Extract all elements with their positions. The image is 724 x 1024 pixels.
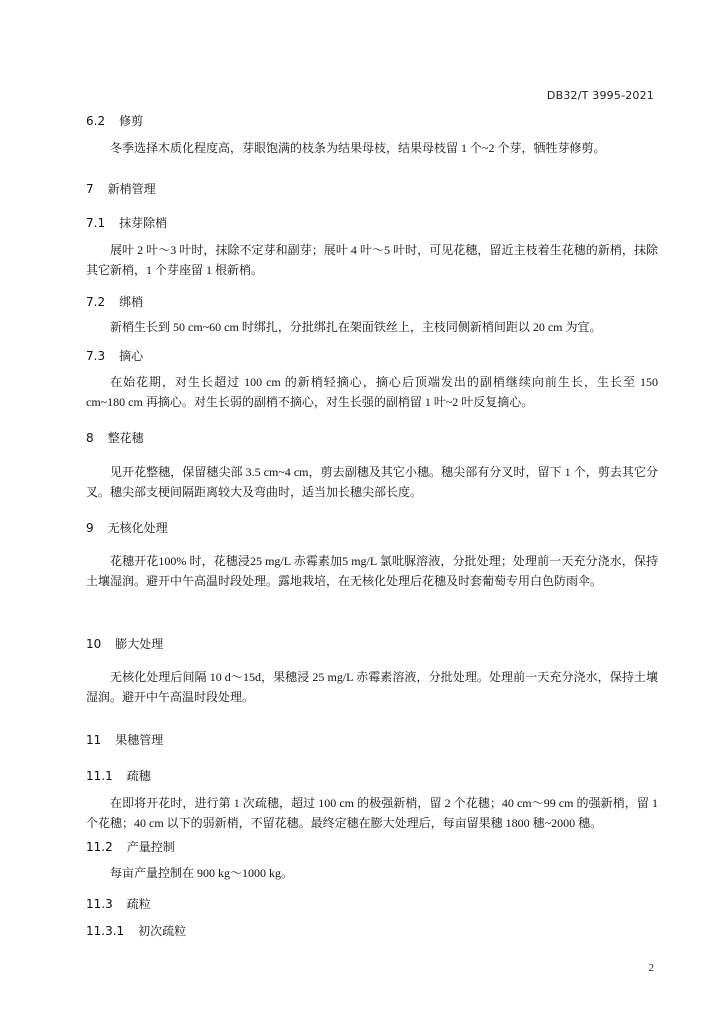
section-number: 11.3.1 [86,924,125,938]
section-number: 11.2 [86,840,113,854]
section-title: 产量控制 [126,840,175,854]
paragraph-7-2: 新梢生长到 50 cm~60 cm 时绑扎，分批绑扎在架面铁丝上，主枝同侧新梢间距以 20 cm 为宜。 [110,320,602,334]
section-heading-8 [86,429,144,446]
section-title: 疏粒 [126,897,151,911]
section-number: 10 [86,637,102,651]
section-number: 9 [86,521,94,535]
section-heading-7-3 [86,347,143,364]
paragraph-7-3: 在始花期，对生长超过 100 cm 的新梢轻摘心，摘心后顶端发出的副梢继续向前生长，生长至 150 cm~180 cm 再摘心。对生长弱的副梢不摘心，对生长强的副梢留 1 叶~2 叶反复摘心。 [86,375,658,409]
section-number: 8 [86,431,94,445]
section-number: 11 [86,733,102,747]
section-number: 6.2 [86,114,106,128]
section-heading-11-3-1 [86,922,186,939]
section-title: 果穗管理 [115,733,164,747]
section-heading-6-2 [86,112,143,129]
section-title: 初次疏粒 [138,924,187,938]
page-number: 2 [648,962,654,974]
section-heading-7-2 [86,293,143,310]
paragraph-8: 见开花整穗，保留穗尖部 3.5 cm~4 cm，剪去副穗及其它小穗。穗尖部有分叉时，留下 1 个，剪去其它分叉。穗尖部支梗间隔距离较大及弯曲时，适当加长穗尖部长度。 [86,465,658,499]
section-title: 绑梢 [119,295,144,309]
section-number: 7.1 [86,216,106,230]
section-heading-7-1 [86,214,167,231]
section-heading-11-2 [86,838,175,855]
section-title: 新梢管理 [107,182,156,196]
section-number: 7.3 [86,349,106,363]
section-title: 修剪 [119,114,144,128]
section-title: 疏穗 [126,769,151,783]
section-title: 抹芽除梢 [119,216,168,230]
section-title: 整花穗 [107,431,144,445]
paragraph-9: 花穗开花100% 时，花穗浸25 mg/L 赤霉素加5 mg/L 氯吡脲溶液，分批处理；处理前一天充分浇水，保持土壤湿润。避开中午高温时段处理。露地栽培，在无核化处理后花穗及时套葡萄专用白色防雨伞。 [86,554,658,588]
section-number: 7.2 [86,295,106,309]
section-number: 7 [86,182,94,196]
section-number: 11.1 [86,769,113,783]
section-heading-11-1 [86,767,151,784]
paragraph-10: 无核化处理后间隔 10 d～15d，果穗浸 25 mg/L 赤霉素溶液，分批处理。处理前一天充分浇水，保持土壤湿润。避开中午高温时段处理。 [86,670,658,704]
section-title: 膨大处理 [115,637,164,651]
paragraph-7-1: 展叶 2 叶～3 叶时，抹除不定芽和副芽；展叶 4 叶～5 叶时，可见花穗，留近主枝着生花穗的新梢，抹除其它新梢，1 个芽座留 1 根新梢。 [86,243,658,277]
section-title: 无核化处理 [107,521,168,535]
paragraph-11-1: 在即将开花时，进行第 1 次疏穗，超过 100 cm 的极强新梢，留 2 个花穗；40 cm～99 cm 的强新梢，留 1 个花穗；40 cm 以下的弱新梢，不留花穗。最终定穗在膨大处理后，每亩留果穗 1800 穗~2000 穗。 [86,796,658,830]
section-title: 摘心 [119,349,144,363]
section-number: 11.3 [86,897,113,911]
section-heading-11 [86,731,163,748]
paragraph-11-2: 每亩产量控制在 900 kg～1000 kg。 [110,866,294,880]
document-code-header: DB32/T 3995-2021 [546,89,654,102]
paragraph-6-2: 冬季选择木质化程度高，芽眼饱满的枝条为结果母枝，结果母枝留 1 个~2 个芽，牺牲芽修剪。 [110,141,606,155]
section-heading-11-3 [86,895,151,912]
section-heading-10 [86,635,163,652]
section-heading-9 [86,519,168,536]
section-heading-7 [86,180,156,197]
